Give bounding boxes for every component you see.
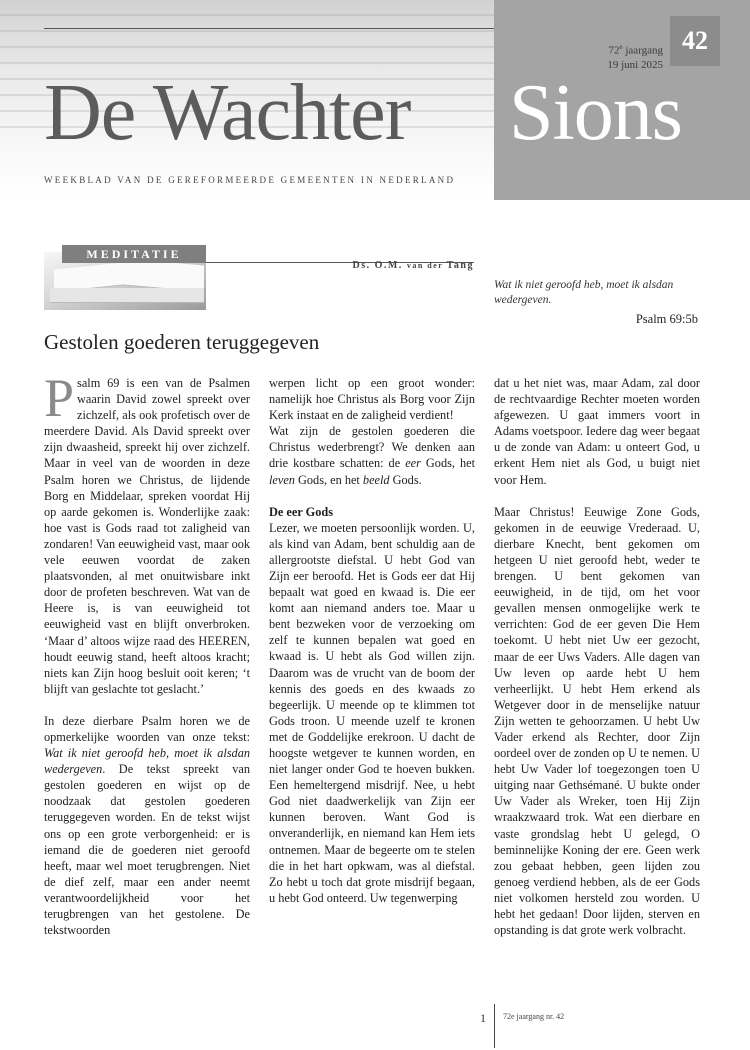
issue-meta (607, 40, 663, 72)
issue-date: 19 juni 2025 (607, 58, 663, 71)
paragraph: dat u het niet was, maar Adam, zal door de rechtvaardige Rechter moeten worden afgewezen. U gaat immers voort in Adams voetspoor. Iedere dag weer begaat u de zonde van Adam: u onteert God, u erkent Hem niet als God, u buigt niet voor Hem. (494, 376, 700, 487)
section-label: MEDITATIE (62, 245, 206, 263)
epigraph-text: Wat ik niet geroofd heb, moet ik alsdan wedergeven. (494, 279, 674, 306)
footer-info: 72e jaargang nr. 42 (503, 1012, 565, 1021)
paragraph: Psalm 69 is een van de Psalmen waarin David zowel spreekt over zichzelf, als ook profetisch over de meerdere David. Als David spreekt over zijn dwaasheid, spreekt hij over zichzelf. Maar in veel van de woorden in deze Psalm horen we Christus, de lijdende Borg en Middelaar, spreken voordat Hij op aarde gekomen is. Wonderlijke zaak: hoe vast is Gods raad tot zaligheid van zondaren! Van eeuwigheid vast, maar ook vele eeuwen voordat de zaken plaatsvonden, al met onuitwisbare inkt door de profeten beschreven. Wat van de Heere is, is van eeuwigheid tot eeuwigheid vast en blijft onverbroken. ‘Maar d’ altoos wijze raad des HEEREN, houdt eeuwig stand, heeft altoos kracht; niets kan Zijn hoog besluit ooit keren; ‘t blijft van geslachte tot geslacht.’ (44, 368, 251, 696)
article-column-1 (44, 368, 251, 938)
paragraph: Wat zijn de gestolen goederen die Christus wederbrengt? We denken aan drie kostbare schatten: de eer Gods, het leven Gods, en het beeld Gods. (269, 424, 475, 487)
header-top-rule (44, 28, 494, 29)
paragraph: Lezer, we moeten persoonlijk worden. U, als kind van Adam, bent schuldig aan de allergrootste diefstal. U hebt God van Zijn eer beroofd. Het is Gods eer dat Hij bepaalt wat goed en kwaad is. Die eer komt aan niemand anders toe. Maar u bent bezweken voor de verzoeking om zelf te kunnen bepalen wat goed en kwaad is. U hebt als God willen zijn. Daarom was de vrucht van de boom der kennis des goeds en des kwaads zo begeerlijk. U meende op te klimmen tot Gods troon. U meende uzelf te kronen met de Goddelijke erekroon. U dacht de hoogste wetgever te kunnen worden, en niet langer onder God te hoeven bukken. Een hemeltergend misdrijf. Nee, u hebt God niet daadwerkelijk van Zijn eer kunnen beroven. Want God is onveranderlijk, en niemand kan Hem iets ontnemen. Maar de begeerte om te stelen die in het hart opkwam, was al diefstal. Zo hebt u toch dat grote misdrijf begaan, u hebt God onteerd. Uw tegenwerping (269, 520, 475, 905)
paragraph: In deze dierbare Psalm horen we de opmerkelijke woorden van onze tekst: Wat ik niet geroofd heb, moet ik alsdan wedergeven. De tekst spreekt van gestolen goederen en wijst op de noodzaak dat gestolen goederen teruggegeven worden. En de tekst wijst ons op een grote verborgenheid: er is iemand die de goederen niet geroofd heeft, maar wel moet terugbrengen. Niet de dief zelf, maar een ander neemt verantwoordelijkheid voor het terugbrengen van het gestolene. De tekstwoorden (44, 713, 250, 938)
author-byline: Ds. O.M. van der Tang (352, 260, 474, 271)
footer-rule (494, 1004, 495, 1048)
page-number: 1 (480, 1011, 486, 1025)
volume-line: 72e jaargang (608, 43, 663, 57)
article-title: Gestolen goederen teruggegeven (44, 330, 320, 354)
article-column-3 (494, 375, 700, 938)
masthead-subtitle: WEEKBLAD VAN DE GEREFORMEERDE GEMEENTEN IN NEDERLAND (44, 175, 456, 185)
masthead-title-left: De Wachter (44, 69, 411, 157)
article-column-2 (269, 375, 475, 906)
subheading: De eer Gods (269, 504, 333, 519)
epigraph-reference: Psalm 69:5b (635, 312, 698, 326)
issue-number-badge: 42 (670, 16, 720, 66)
drop-cap: P (44, 368, 75, 428)
paragraph: werpen licht op een groot wonder: namelijk hoe Christus als Borg voor Zijn Kerk instaat en de zaligheid verdient! (269, 376, 475, 423)
paragraph: Maar Christus! Eeuwige Zone Gods, gekomen in de eeuwige Vrederaad. U, dierbare Knecht, bent gekomen om hetgeen U niet geroofd hebt, weder te brengen. U bent gekomen van eeuwigheid, in de tijd, om het voor gevallen mensen onmogelijke werk te verrichten: God de eer geven Die Hem toekomt. U hebt niet Uw eer gezocht, maar de eer Uws Vaders. Alle dagen van Uw leven op aarde hebt U hem verheerlijkt. U hebt Hem erkend als Wetgever door in de menselijke natuur Zijn wetten te gehoorzamen. U hebt Uw Vader erkend als Rechter, door Zijn oordeel over de zonden op U te nemen. U hebt Uw Vader lof toegezongen toen U uitging naar Gethsémané. U bukte onder Uw Vader als Wreker, toen Hij Zijn wraakzwaard trok. Wat een dierbare en vaste grondslag hebt U gelegd, O beminnelijke Koning der ere. Geen werk zou gebaat hebben, geen lijden zou genoeg verdiend hebben, als de eer Gods niet volkomen hersteld zou worden. U hebt het gedaan! Door lijden, sterven en opstanding is dat grote werk volbracht. (494, 504, 700, 938)
masthead-title-right: Sions (509, 69, 682, 157)
